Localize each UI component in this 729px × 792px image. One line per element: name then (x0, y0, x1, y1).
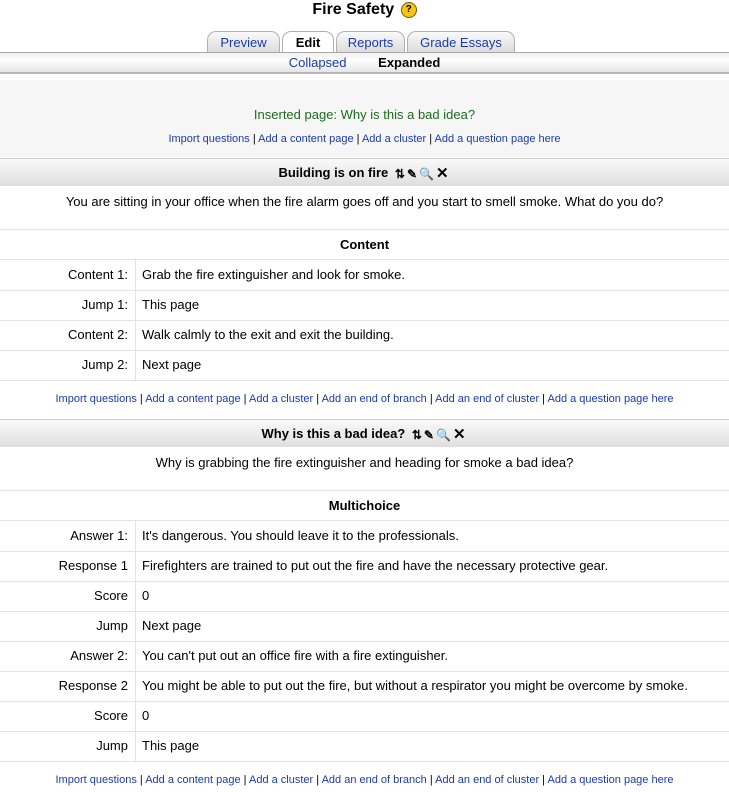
tab-preview[interactable]: Preview (207, 31, 280, 52)
subtabs (0, 54, 729, 72)
section-type: Content (339, 237, 390, 252)
table-row: Content 1: Grab the fire extinguisher and look for smoke. (0, 260, 729, 290)
action-links: Import questions | Add a content page | Add a cluster | Add an end of branch | Add an end of cluster | Add a question page here (55, 393, 674, 405)
action-links-top: Import questions | Add a content page | Add a cluster | Add a question page here (168, 133, 561, 145)
magnifier-icon[interactable]: 🔍 (419, 166, 434, 181)
help-icon[interactable]: ? (401, 2, 417, 18)
add-cluster-link[interactable]: Add a cluster (361, 133, 427, 145)
table-row: Content 2: Walk calmly to the exit and exit the building. (0, 320, 729, 350)
move-arrows-icon[interactable]: ⇅ (411, 427, 422, 442)
action-links: Import questions | Add a content page | Add a cluster | Add an end of branch | Add an end of cluster | Add a question page here (55, 774, 674, 786)
tab-reports[interactable]: Reports (336, 31, 405, 52)
move-arrows-icon[interactable]: ⇅ (394, 166, 405, 181)
edit-icon[interactable]: ✎ (406, 166, 417, 181)
table-row: Jump Next page (0, 611, 729, 641)
subtab-collapsed[interactable]: Collapsed (288, 55, 347, 70)
tab-bar (0, 31, 729, 53)
import-questions-link[interactable]: Import questions (55, 774, 137, 786)
tab-grade-essays[interactable]: Grade Essays (407, 31, 515, 52)
delete-x-icon[interactable]: ✕ (435, 164, 449, 182)
edit-icon[interactable]: ✎ (423, 427, 434, 442)
table-row: Score 0 (0, 701, 729, 731)
page-description: You are sitting in your office when the fire alarm goes off and you start to smell smoke. What do you do? (65, 194, 664, 209)
add-content-page-link[interactable]: Add a content page (145, 393, 241, 405)
page-title: Fire Safety ? (0, 0, 729, 20)
add-question-page-link[interactable]: Add a question page here (547, 393, 674, 405)
delete-x-icon[interactable]: ✕ (452, 425, 466, 443)
page-header-why-bad-idea: Why is this a bad idea? ⇅ ✎ 🔍 ✕ (0, 419, 729, 447)
section-type: Multichoice (328, 498, 401, 513)
table-row: Jump 2: Next page (0, 350, 729, 380)
add-end-of-cluster-link[interactable]: Add an end of cluster (435, 774, 540, 786)
inserted-message: Inserted page: Why is this a bad idea? (253, 107, 476, 122)
table-row: Score 0 (0, 581, 729, 611)
add-question-page-link[interactable]: Add a question page here (547, 774, 674, 786)
table-row: Answer 2: You can't put out an office fire with a fire extinguisher. (0, 641, 729, 671)
add-cluster-link[interactable]: Add a cluster (249, 774, 314, 786)
magnifier-icon[interactable]: 🔍 (435, 427, 451, 442)
add-content-page-link[interactable]: Add a content page (145, 774, 241, 786)
add-question-page-link[interactable]: Add a question page here (434, 133, 561, 145)
import-questions-link[interactable]: Import questions (55, 393, 137, 405)
table-row: Jump This page (0, 731, 729, 761)
table-row: Response 1 Firefighters are trained to put out the fire and have the necessary protective gear. (0, 551, 729, 581)
tab-edit[interactable]: Edit (282, 31, 334, 54)
import-questions-link[interactable]: Import questions (168, 133, 250, 145)
table-row: Answer 1: It's dangerous. You should leave it to the professionals. (0, 521, 729, 551)
add-end-of-cluster-link[interactable]: Add an end of cluster (435, 393, 540, 405)
table-row: Response 2 You might be able to put out the fire, but without a respirator you might be overcome by smoke. (0, 671, 729, 701)
add-cluster-link[interactable]: Add a cluster (249, 393, 314, 405)
add-end-of-branch-link[interactable]: Add an end of branch (321, 774, 427, 786)
table-row: Jump 1: This page (0, 290, 729, 320)
page-description: Why is grabbing the fire extinguisher and heading for smoke a bad idea? (155, 455, 574, 470)
subtab-expanded: Expanded (378, 55, 441, 70)
add-content-page-link[interactable]: Add a content page (258, 133, 354, 145)
add-end-of-branch-link[interactable]: Add an end of branch (321, 393, 427, 405)
page-header-building-on-fire: Building is on fire ⇅ ✎ 🔍 ✕ (0, 158, 729, 186)
